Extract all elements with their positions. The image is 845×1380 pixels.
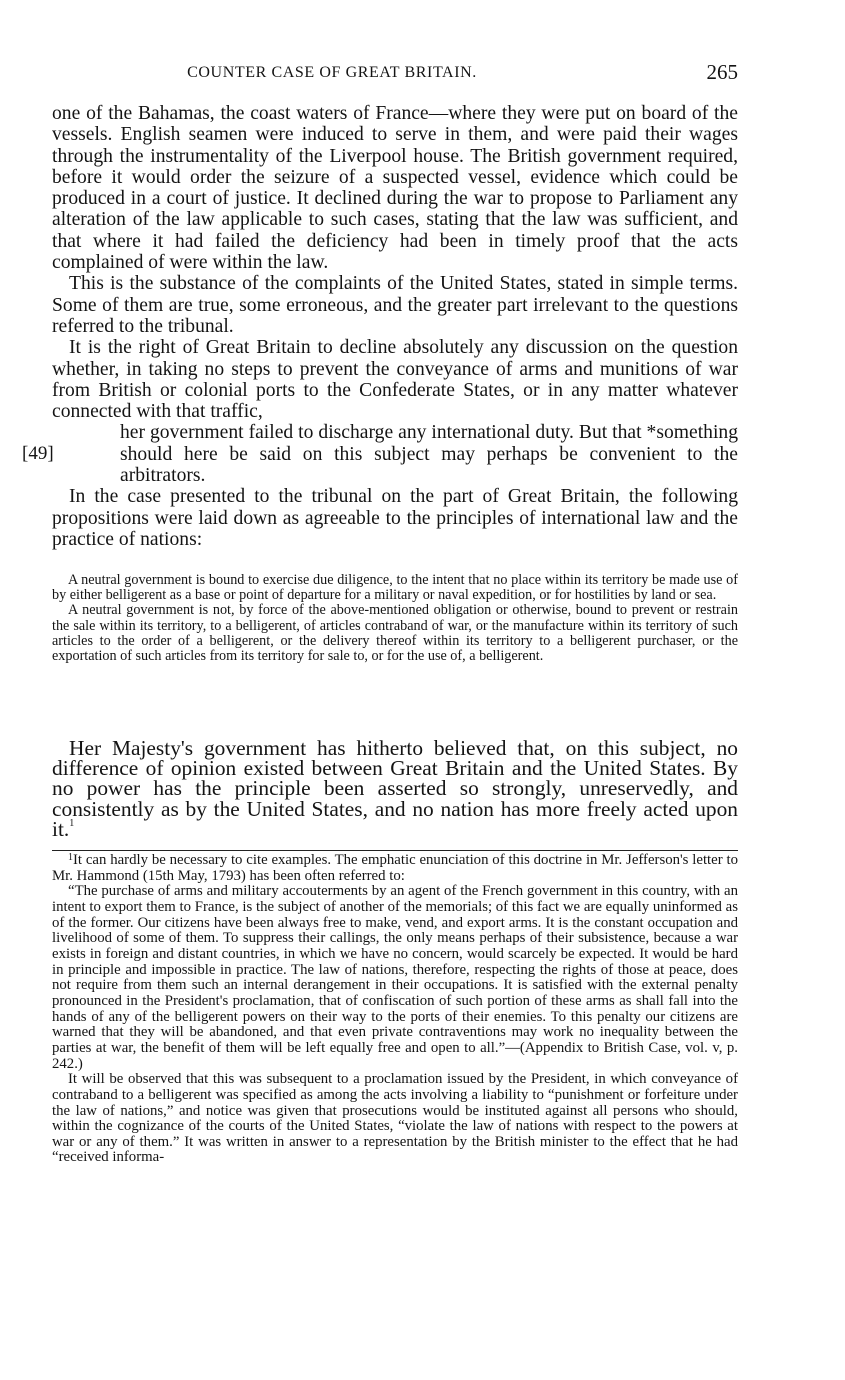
paragraph-continuation: one of the Bahamas, the coast waters of France—where they were put on board of the vessels. English seamen were induced to serve in them, and were paid their wages through the instrumentality of the Liverpool house. The British government required, before it would order the seizure of a suspected vessel, evidence which could be produced in a court of justice. It declined during the war to propose to Parliament any alteration of the law applicable to such cases, stating that the law was sufficient, and that where it had failed the deficiency had been in timely proof that the acts complained of were within the law. [52,103,738,274]
margin-page-reference: [49] [22,443,54,465]
footnote-jefferson-quote: “The purchase of arms and military accouterments by an agent of the French government in this country, with an intent to export them to France, is the subject of another of the memorials; of this fact we are equally uninformed as of the former. Our citizens have been always free to make, vend, and export arms. It is the constant occupation and livelihood of some of them. To suppress their callings, the only means perhaps of their subsistence, because a war exists in foreign and distant countries, in which we have no concern, would scarcely be expected. It would be hard in principle and impossible in practice. The law of nations, therefore, respecting the rights of those at peace, does not require from them such an internal derangement in their occupations. It is satisfied with the external penalty pronounced in the President's proclamation, that of confiscation of such portion of these arms as shall fall into the hands of any of the belligerent powers on their way to the ports of their enemies. To this penalty our citizens are warned that they will be abandoned, and that even private contraventions may work no inequality between the parties at war, the benefit of them will be left equally free and open to all.”—(Appendix to British Case, vol. v, p. 242.) [52,883,738,1072]
proposition-two: A neutral government is not, by force of the above-mentioned obligation or otherwise, bound to prevent or restrain the sale within its territory, to a belligerent, of articles contraband of war, or the manufacture within its territory of such articles to the order of a belligerent, or the delivery thereof within its territory to a belligerent purchaser, or the exportation of such articles from its territory for sale to, or for the use of, a belligerent. [52,602,738,665]
running-title: COUNTER CASE OF GREAT BRITAIN. [187,64,477,81]
paragraph-complaints-summary: This is the substance of the complaints of the United States, stated in simple terms. Some of them are true, some erroneous, and the greater part irrelevant to the questions referred to the tribunal. [52,273,738,337]
footnote-intro [52,853,738,884]
footnote-reference: 1 [69,817,75,829]
proposition-one: A neutral government is bound to exercise due diligence, to the intent that no place within its territory be made use of by either belligerent as a base or point of departure for a military or naval expedition, or for hostilities by land or sea. [52,572,738,604]
paragraph-majesty-text: Her Majesty's government has hitherto believed that, on this subject, no difference of opinion existed between Great Britain and the United States. By no power has the principle been asserted so strongly, unreservedly, and consistently as by the United States, and no nation has more freely acted upon it. [52,736,738,841]
footnote-marker: 1 [68,852,73,863]
footnote-intro-text: It can hardly be necessary to cite examples. The emphatic enunciation of this doctrine in Mr. Jefferson's letter to Mr. Hammond (15th May, 1793) has been often referred to: [52,852,738,884]
main-text [22,103,738,550]
large-text-block [52,738,738,839]
running-header [52,60,738,86]
footnotes [52,853,738,1166]
paragraph-right-to-decline: It is the right of Great Britain to decline absolutely any discussion on the question whether, in taking no steps to prevent the conveyance of arms and munitions of war from British or colonial ports to the Confederate States, or in any matter whatever connected with that traffic, [52,337,738,423]
margin-note-block [22,422,738,487]
footnote-divider [52,850,738,851]
paragraph-propositions-intro: In the case presented to the tribunal on the part of Great Britain, the following propositions were laid down as agreeable to the principles of international law and the practice of nations: [52,486,738,550]
paragraph-majesty-government [52,738,738,839]
footnote-observation: It will be observed that this was subsequent to a proclamation issued by the President, in which conveyance of contraband to a belligerent was specified as among the acts involving a liability to “punishment or forfeiture under the law of nations,” and notice was given that prosecutions would be instituted against all persons who should, within the cognizance of the courts of the United States, “violate the law of nations with respect to the powers at war or any of them.” It was written in answer to a representation by the British minister to the effect that he had “received informa- [52,1071,738,1166]
document-page [22,0,738,1380]
page-number: 265 [706,60,738,84]
block-quote-propositions [52,573,738,664]
paragraph-right-to-decline-end: her government failed to discharge any international duty. But that *something should here be said on this subject may perhaps be convenient to the arbitrators. [120,422,738,487]
